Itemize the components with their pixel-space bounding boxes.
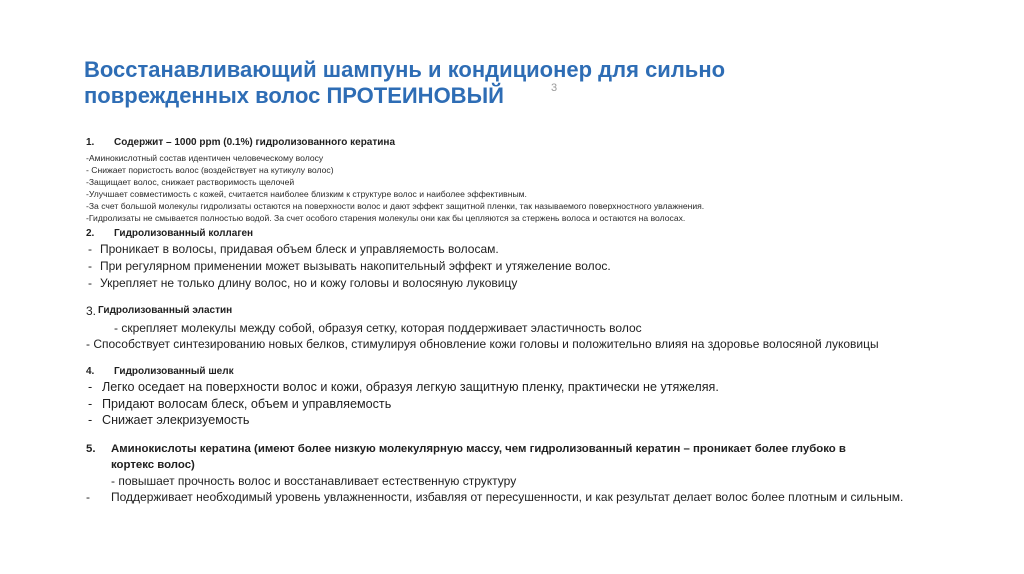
- section-1-heading: Содержит – 1000 ppm (0.1%) гидролизованного кератина: [114, 137, 396, 148]
- section-1-item: - Снижает пористость волос (воздействует на кутикулу волос): [86, 165, 334, 175]
- bullet-dash: -: [86, 490, 90, 504]
- page-number: 3: [551, 82, 558, 94]
- title-line-1: Восстанавливающий шампунь и кондиционер для сильно: [84, 57, 726, 82]
- section-4-number: 4.: [86, 366, 95, 377]
- bullet-dash: -: [88, 380, 93, 394]
- section-1-item: -Гидролизаты не смывается полностью водой. За счет особого старения молекулы они как бы цепляются за стержень волоса и остаются на волосах.: [86, 213, 686, 223]
- section-4-item: Снижает элекризуемость: [102, 413, 250, 427]
- section-2-item: При регулярном применении может вызывать накопительный эффект и утяжеление волос.: [100, 259, 611, 273]
- section-2-heading: Гидролизованный коллаген: [114, 228, 254, 239]
- section-3-item: - Способствует синтезированию новых белков, стимулируя обновление кожи головы и положительно влияя на здоровье волосяной луковицы: [86, 337, 879, 351]
- section-1-item: -Улучшает совместимость с кожей, считается наиболее близким к структуре волос и наиболее эффективным.: [86, 189, 527, 199]
- section-1-number: 1.: [86, 137, 95, 148]
- bullet-dash: -: [88, 242, 92, 256]
- section-5-number: 5.: [86, 443, 96, 455]
- bullet-dash: -: [88, 397, 93, 411]
- section-2-number: 2.: [86, 228, 95, 239]
- section-3-item: - скрепляет молекулы между собой, образуя сетку, которая поддерживает эластичность волос: [114, 321, 642, 335]
- title-line-2: поврежденных волос ПРОТЕИНОВЫЙ: [84, 83, 504, 108]
- section-5-item: Поддерживает необходимый уровень увлажненности, избавляя от пересушенности, и как результат делает волос более плотным и сильным.: [111, 490, 904, 504]
- bullet-dash: -: [88, 413, 93, 427]
- section-1-item: -За счет большой молекулы гидролизаты остаются на поверхности волос и дают эффект защитной пленки, так называемого поверхностного увлажнения.: [86, 201, 705, 211]
- section-3-number: 3.: [86, 304, 97, 318]
- slide-title: [84, 57, 884, 109]
- section-5-heading-line-1: Аминокислоты кератина (имеют более низкую молекулярную массу, чем гидролизованный кератин – проникает более глубоко в: [111, 443, 846, 455]
- bullet-dash: -: [88, 259, 92, 273]
- section-1-item: -Аминокислотный состав идентичен человеческому волосу: [86, 153, 324, 163]
- section-3-heading: Гидролизованный эластин: [98, 305, 233, 316]
- section-5-heading-line-2: кортекс волос): [111, 459, 195, 471]
- section-2-item: Проникает в волосы, придавая объем блеск и управляемость волосам.: [100, 242, 499, 256]
- section-2-item: Укрепляет не только длину волос, но и кожу головы и волосяную луковицу: [100, 276, 518, 290]
- section-4-item: Легко оседает на поверхности волос и кожи, образуя легкую защитную пленку, практически не утяжеляя.: [102, 380, 719, 394]
- section-4-heading: Гидролизованный шелк: [114, 366, 234, 377]
- bullet-dash: -: [88, 276, 92, 290]
- section-5-item: - повышает прочность волос и восстанавливает естественную структуру: [111, 474, 517, 488]
- section-4-item: Придают волосам блеск, объем и управляемость: [102, 397, 392, 411]
- section-1-item: -Защищает волос, снижает растворимость щелочей: [86, 177, 295, 187]
